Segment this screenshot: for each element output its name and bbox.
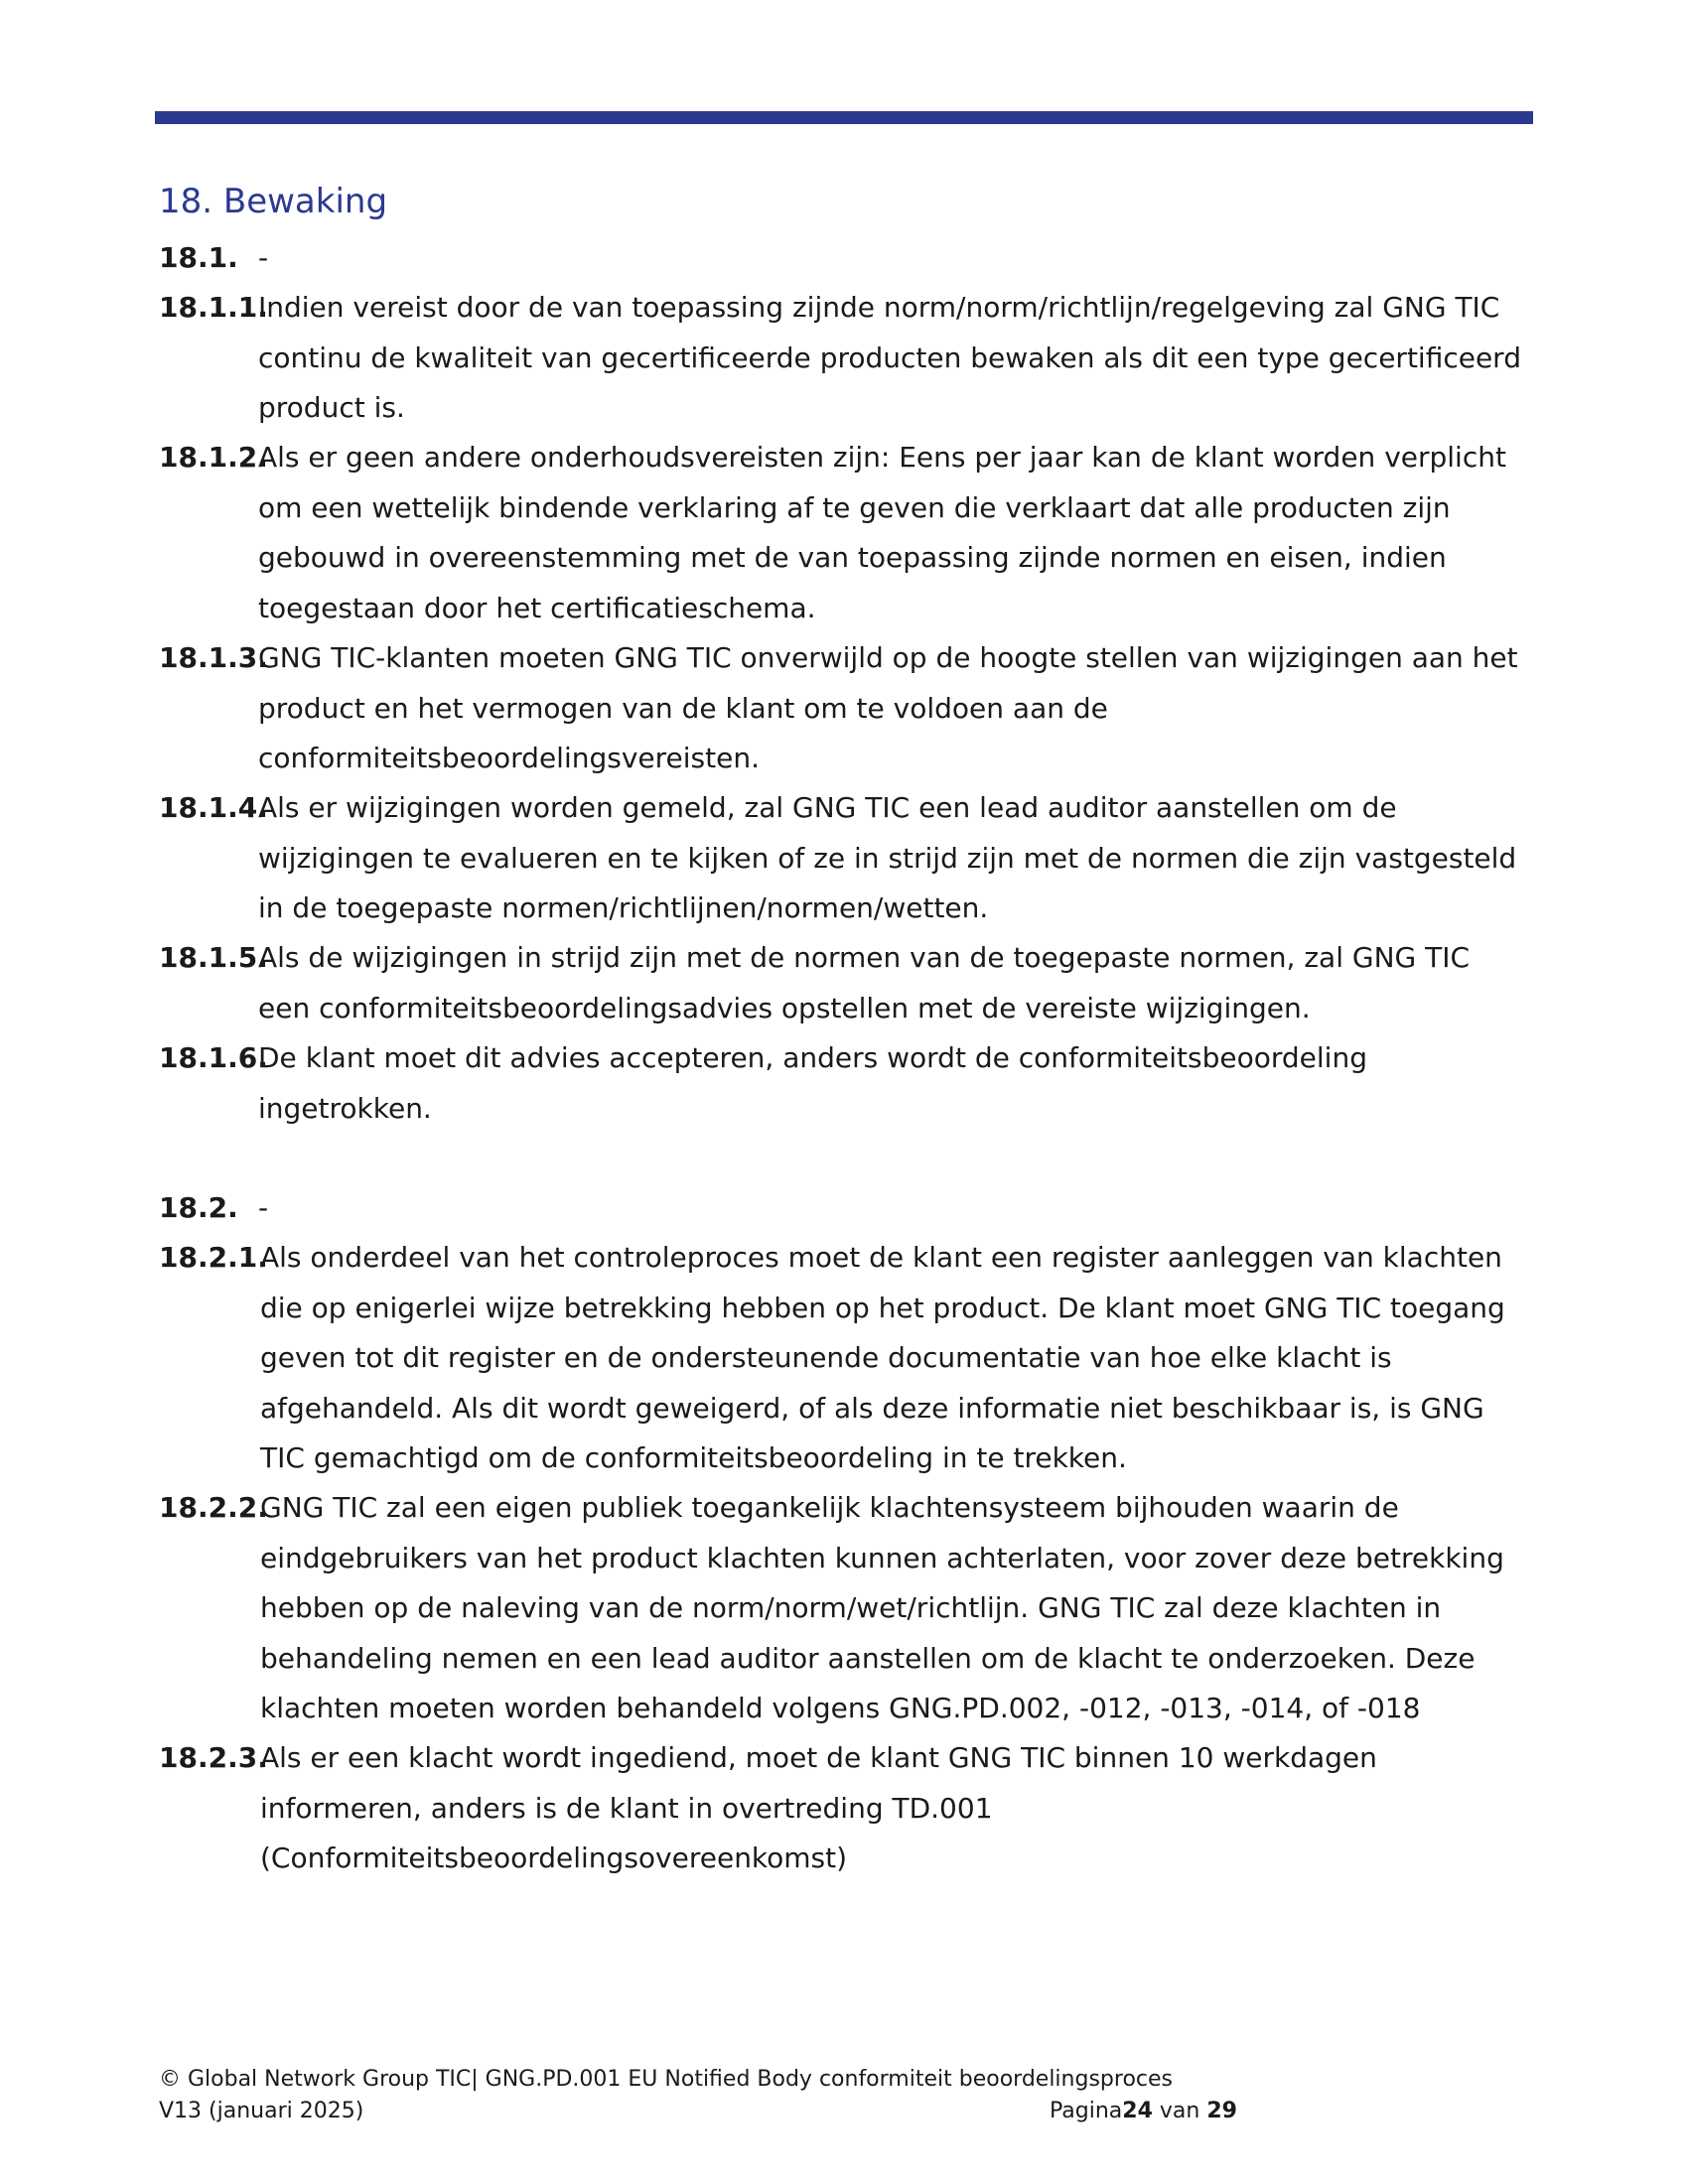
subsection-title: - bbox=[258, 1191, 269, 1224]
clause-number: 18.1.5. bbox=[159, 941, 268, 974]
clause-18-1-3 bbox=[159, 633, 1529, 784]
clause-number: 18.1.3. bbox=[159, 641, 268, 674]
clause-18-1-4 bbox=[159, 783, 1529, 934]
page-of: van bbox=[1152, 2099, 1207, 2123]
clause-text: Als er een klacht wordt ingediend, moet de klant GNG TIC binnen 10 werkdagen informeren, anders is de klant in overtreding TD.001 (Conformiteitsbeoordelingsovereenkomst) bbox=[260, 1741, 1377, 1874]
header-rule bbox=[155, 111, 1533, 124]
subsection-number: 18.2. bbox=[159, 1191, 238, 1224]
subsection-18-2-heading bbox=[159, 1183, 268, 1233]
clause-number: 18.1.1. bbox=[159, 291, 268, 324]
subsection-number: 18.1. bbox=[159, 241, 238, 274]
footer-version: V13 (januari 2025) bbox=[159, 2099, 364, 2123]
clause-18-1-1 bbox=[159, 283, 1529, 434]
clause-text: Als onderdeel van het controleproces moet de klant een register aanleggen van klachten die op enigerlei wijze betrekking hebben op het product. De klant moet GNG TIC toegang geven tot dit register en de ondersteunende documentatie van hoe elke klacht is afgehandeld. Als dit wordt geweigerd, of als deze informatie niet beschikbaar is, is GNG TIC gemachtigd om de conformiteitsbeoordeling in te trekken. bbox=[260, 1241, 1505, 1474]
clause-18-2-1 bbox=[159, 1233, 1529, 1484]
clause-number: 18.2.1. bbox=[159, 1241, 268, 1274]
clause-text: Als er geen andere onderhoudsvereisten zijn: Eens per jaar kan de klant worden verplicht om een wettelijk bindende verklaring af te geven die verklaart dat alle producten zijn gebouwd in overeenstemming met de van toepassing zijnde normen en eisen, indien toegestaan door het certificatieschema. bbox=[258, 441, 1506, 624]
clause-text: Indien vereist door de van toepassing zijnde norm/norm/richtlijn/regelgeving zal GNG TIC continu de kwaliteit van gecertificeerde producten bewaken als dit een type gecertificeerd product is. bbox=[258, 291, 1521, 424]
clause-number: 18.1.2. bbox=[159, 441, 268, 474]
clause-text: Als er wijzigingen worden gemeld, zal GNG TIC een lead auditor aanstellen om de wijzigingen te evalueren en te kijken of ze in strijd zijn met de normen die zijn vastgesteld in de toegepaste normen/richtlijnen/normen/wetten. bbox=[258, 791, 1517, 924]
clause-number: 18.2.2. bbox=[159, 1491, 268, 1524]
footer-copyright: © Global Network Group TIC| GNG.PD.001 EU Notified Body conformiteit beoordelingsproces bbox=[159, 2067, 1173, 2092]
clause-text: GNG TIC-klanten moeten GNG TIC onverwijld op de hoogte stellen van wijzigingen aan het product en het vermogen van de klant om te voldoen aan de conformiteitsbeoordelingsvereisten. bbox=[258, 641, 1518, 774]
clause-number: 18.2.3. bbox=[159, 1741, 268, 1774]
clause-18-2-3 bbox=[159, 1733, 1529, 1884]
clause-18-1-6 bbox=[159, 1033, 1529, 1134]
clause-text: De klant moet dit advies accepteren, anders wordt de conformiteitsbeoordeling ingetrokken. bbox=[258, 1041, 1367, 1125]
page-label: Pagina bbox=[1050, 2099, 1123, 2123]
clause-18-2-2 bbox=[159, 1483, 1529, 1734]
page-current: 24 bbox=[1122, 2099, 1153, 2123]
clause-18-1-5 bbox=[159, 933, 1529, 1033]
clause-18-1-2 bbox=[159, 433, 1529, 633]
clause-text: GNG TIC zal een eigen publiek toegankelijk klachtensysteem bijhouden waarin de eindgebruikers van het product klachten kunnen achterlaten, voor zover deze betrekking hebben op de naleving van de norm/norm/wet/richtlijn. GNG TIC zal deze klachten in behandeling nemen en een lead auditor aanstellen om de klacht te onderzoeken. Deze klachten moeten worden behandeld volgens GNG.PD.002, -012, -013, -014, of -018 bbox=[260, 1491, 1504, 1724]
clause-number: 18.1.6. bbox=[159, 1041, 268, 1074]
clause-number: 18.1.4. bbox=[159, 791, 268, 824]
page-total: 29 bbox=[1206, 2099, 1237, 2123]
subsection-18-1-heading bbox=[159, 233, 268, 283]
footer-page-number bbox=[1050, 2096, 1237, 2127]
clause-text: Als de wijzigingen in strijd zijn met de normen van de toegepaste normen, zal GNG TIC een conformiteitsbeoordelingsadvies opstellen met de vereiste wijzigingen. bbox=[258, 941, 1471, 1024]
section-title: 18. Bewaking bbox=[159, 182, 388, 221]
subsection-title: - bbox=[258, 241, 269, 274]
